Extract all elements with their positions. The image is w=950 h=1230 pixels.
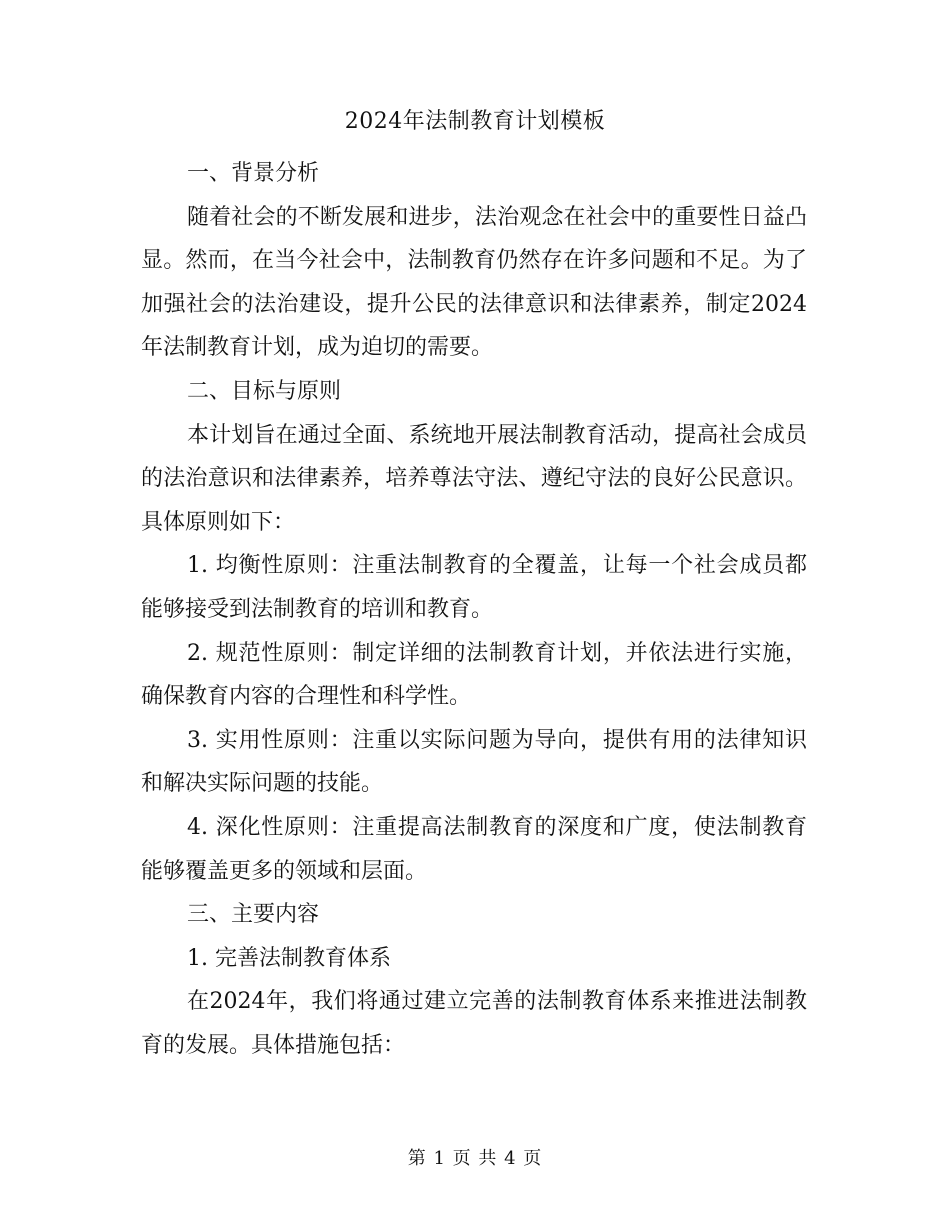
section-heading-background: 一、背景分析 bbox=[187, 161, 320, 186]
page-footer: 第 1 页 共 4 页 bbox=[407, 1148, 543, 1169]
subheading-system: 1. 完善法制教育体系 bbox=[187, 945, 391, 971]
paragraph-goals: 本计划旨在通过全面、系统地开展法制教育活动，提高社会成员的法治意识和法律素养，培养尊法守法、遵纪守法的良好公民意识。具体原则如下： bbox=[141, 422, 807, 535]
principle-item-2: 2. 规范性原则：制定详细的法制教育计划，并依法进行实施，确保教育内容的合理性和科学性。 bbox=[141, 640, 807, 710]
document-body bbox=[141, 152, 807, 1067]
principle-item-3: 3. 实用性原则：注重以实际问题为导向，提供有用的法律知识和解决实际问题的技能。 bbox=[141, 727, 807, 797]
principle-item-1: 1. 均衡性原则：注重法制教育的全覆盖，让每一个社会成员都能够接受到法制教育的培训和教育。 bbox=[141, 553, 807, 622]
section-heading-goals: 二、目标与原则 bbox=[187, 378, 342, 404]
section-heading-content: 三、主要内容 bbox=[187, 902, 320, 928]
document-title: 2024年法制教育计划模板 bbox=[344, 109, 606, 134]
principle-item-4: 4. 深化性原则：注重提高法制教育的深度和广度，使法制教育能够覆盖更多的领域和层面。 bbox=[141, 814, 807, 884]
paragraph-background: 随着社会的不断发展和进步，法治观念在社会中的重要性日益凸显。然而，在当今社会中，法制教育仍然存在许多问题和不足。为了加强社会的法治建设，提升公民的法律意识和法律素养，制定2024年法制教育计划，成为迫切的需要。 bbox=[141, 204, 807, 361]
paragraph-system: 在2024年，我们将通过建立完善的法制教育体系来推进法制教育的发展。具体措施包括： bbox=[141, 989, 807, 1058]
